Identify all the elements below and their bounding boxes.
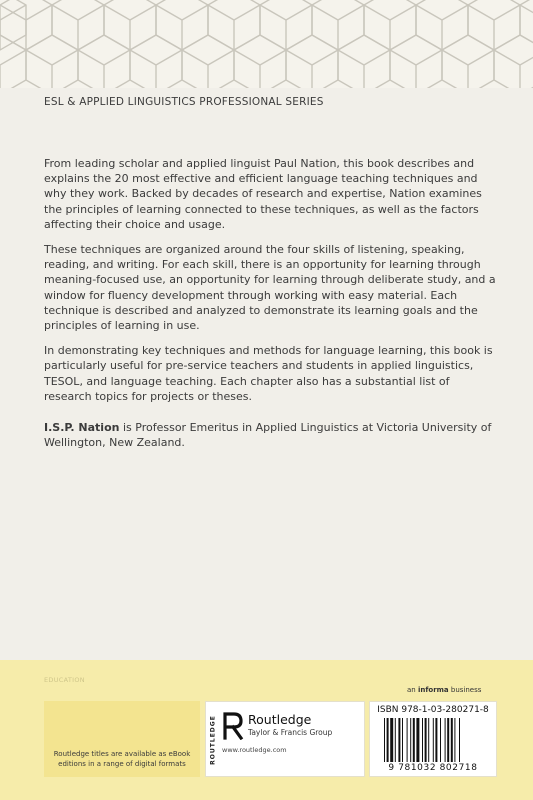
isbn-barcode-panel xyxy=(369,701,497,777)
barcode-icon xyxy=(384,718,484,762)
series-title: ESL & APPLIED LINGUISTICS PROFESSIONAL SERIES xyxy=(44,96,324,108)
back-cover-blurb xyxy=(44,156,496,414)
publisher-panel xyxy=(205,701,365,777)
ebook-note-panel xyxy=(44,701,200,777)
author-bio xyxy=(44,420,496,450)
publisher-group: Taylor & Francis Group xyxy=(248,728,333,737)
publisher-url: www.routledge.com xyxy=(222,746,287,754)
ebook-note: Routledge titles are available as eBook editions in a range of digital formats xyxy=(53,750,191,768)
informa-business-tagline: an informa business xyxy=(407,686,482,694)
hexagon-cube-pattern xyxy=(0,0,533,88)
barcode-digits: 9 781032 802718 xyxy=(388,763,478,773)
author-description: is Professor Emeritus in Applied Linguistics at Victoria University of Wellington, New Zealand. xyxy=(44,421,492,450)
author-name: I.S.P. Nation xyxy=(44,421,120,434)
routledge-logo-icon xyxy=(222,712,244,740)
subject-category: EDUCATION xyxy=(44,676,85,684)
informa-brand: informa xyxy=(417,686,449,694)
blurb-paragraph: From leading scholar and applied linguist Paul Nation, this book describes and explains the 20 most effective and efficient language teaching techniques and why they work. Backed by decades of research and expertise, Nation examines the principles of learning connected to these techniques, as well as the factors affecting their choice and usage. xyxy=(44,157,482,231)
publisher-name: Routledge xyxy=(248,712,312,727)
geometric-pattern-header xyxy=(0,0,533,88)
isbn-label: ISBN 978-1-03-280271-8 xyxy=(377,705,489,715)
publisher-vertical-label: ROUTLEDGE xyxy=(209,715,217,765)
blurb-paragraph: These techniques are organized around the four skills of listening, speaking, reading, and writing. For each skill, there is an opportunity for learning through meaning-focused use, an opportunity for learning through deliberate study, and a window for fluency development through working with easy material. Each technique is described and analyzed to demonstrate its learning goals and the principles of learning in use. xyxy=(44,243,496,333)
blurb-paragraph: In demonstrating key techniques and methods for language learning, this book is particularly useful for pre-service teachers and students in applied linguistics, TESOL, and language teaching. Each chapter also has a substantial list of research topics for projects or theses. xyxy=(44,344,493,403)
